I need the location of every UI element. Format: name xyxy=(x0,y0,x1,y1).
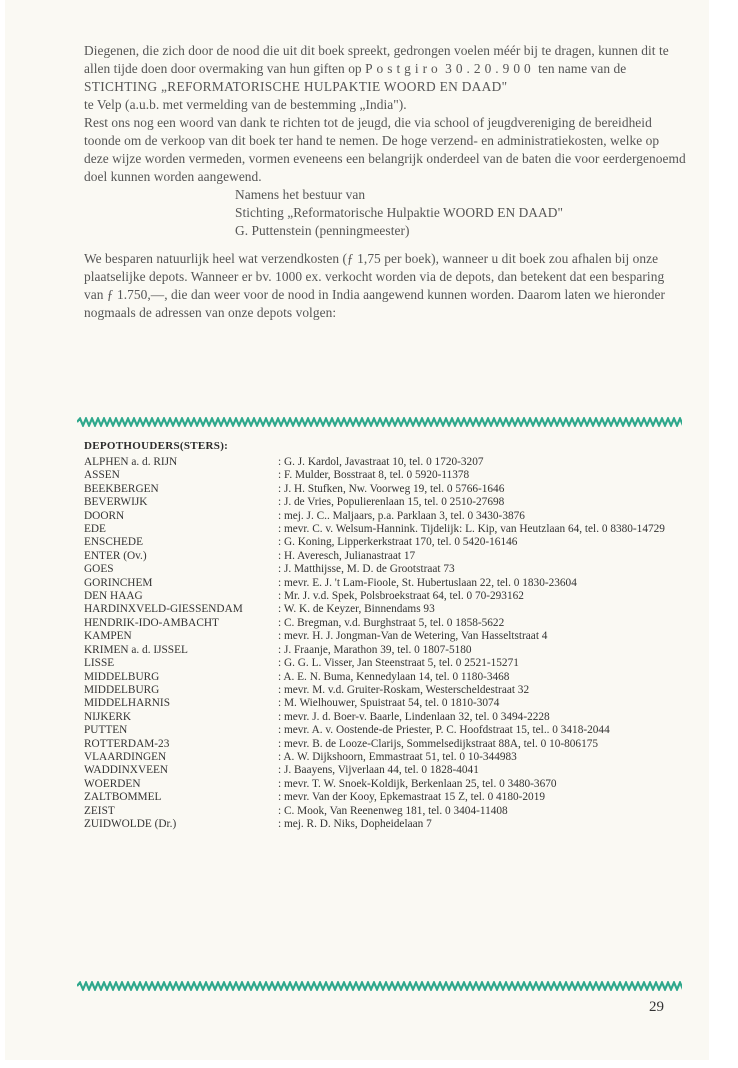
depot-city: MIDDELBURG xyxy=(84,670,160,683)
depot-city: MIDDELHARNIS xyxy=(84,697,170,710)
signature-line-3: G. Puttenstein (penningmeester) xyxy=(235,223,410,239)
depots-list xyxy=(84,456,686,831)
depot-row xyxy=(84,657,686,670)
depot-address: : mevr. A. v. Oostende-de Priester, P. C. Hoofdstraat 15, tel.. 0 3418-2044 xyxy=(278,724,610,737)
depot-city: KRIMEN a. d. IJSSEL xyxy=(84,643,188,656)
depot-address: : mevr. H. J. Jongman-Van de Wetering, Van Hasseltstraat 4 xyxy=(278,630,548,643)
depot-city: BEVERWIJK xyxy=(84,496,148,509)
depot-row xyxy=(84,724,686,737)
depot-row xyxy=(84,483,686,496)
intro-text xyxy=(84,42,686,322)
depot-address: : A. W. Dijkshoorn, Emmastraat 51, tel. 0 10-344983 xyxy=(278,750,517,763)
depot-address: : C. Mook, Van Reenenweg 181, tel. 0 3404-11408 xyxy=(278,804,508,817)
depot-city: ROTTERDAM-23 xyxy=(84,737,170,750)
top-ornament-border xyxy=(77,417,682,427)
depot-row xyxy=(84,671,686,684)
signature-line-2: Stichting „Reformatorische Hulpaktie WOORD EN DAAD" xyxy=(235,205,563,221)
depot-address: : G. G. L. Visser, Jan Steenstraat 5, tel. 0 2521-15271 xyxy=(278,657,519,670)
postgiro-label: Postgiro xyxy=(365,61,442,77)
depot-city: HENDRIK-IDO-AMBACHT xyxy=(84,616,219,629)
depot-city: ZALTBOMMEL xyxy=(84,791,162,804)
depots-paragraph: We besparen natuurlijk heel wat verzendkosten (ƒ 1,75 per boek), wanneer u dit boek zou afhalen bij onze plaatselijke depots. Wanneer er bv. 1000 ex. verkocht worden via de depots, dan betekent dat een besparing van ƒ 1.750,—, die dan weer voor de nood in India aangewend kunnen worden. Daarom laten we hieronder nogmaals de adressen van onze depots volgen: xyxy=(84,250,665,320)
depot-city: GORINCHEM xyxy=(84,576,153,589)
donation-paragraph xyxy=(84,42,686,114)
postgiro-number: 30.20.900 xyxy=(445,61,535,77)
depot-row xyxy=(84,523,686,536)
depot-address: : J. H. Stufken, Nw. Voorweg 19, tel. 0 5766-1646 xyxy=(278,482,505,495)
depot-address: : mevr. E. J. 't Lam-Fioole, St. Hubertuslaan 22, tel. 0 1830-23604 xyxy=(278,576,577,589)
depot-address: : W. K. de Keyzer, Binnendams 93 xyxy=(278,603,435,616)
depot-address: : mevr. M. v.d. Gruiter-Roskam, Westerscheldestraat 32 xyxy=(278,683,530,696)
depot-address: : Mr. J. v.d. Spek, Polsbroekstraat 64, tel. 0 70-293162 xyxy=(278,590,524,603)
signature-line-1: Namens het bestuur van xyxy=(235,187,366,203)
depot-row xyxy=(84,563,686,576)
depot-address: : mevr. C. v. Welsum-Hannink. Tijdelijk: L. Kip, van Heutzlaan 64, tel. 0 8380-14729 xyxy=(278,523,665,536)
depot-address: : mej. R. D. Niks, Dopheidelaan 7 xyxy=(278,817,432,830)
depot-city: WOERDEN xyxy=(84,777,141,790)
depot-row xyxy=(84,751,686,764)
depot-city: ZUIDWOLDE (Dr.) xyxy=(84,817,177,830)
depot-address: : A. E. N. Buma, Kennedylaan 14, tel. 0 1180-3468 xyxy=(278,670,510,683)
depot-city: BEEKBERGEN xyxy=(84,482,159,495)
depot-row xyxy=(84,697,686,710)
book-page xyxy=(5,0,709,1060)
donation-text-recipient: ten name van de xyxy=(538,61,627,77)
depot-row xyxy=(84,684,686,697)
depot-row xyxy=(84,644,686,657)
thanks-paragraph: Rest ons nog een woord van dank te richten tot de jeugd, die via school of jeugdvereniging de bereidheid toonde om de verkoop van dit boek ter hand te nemen. De hoge verzend- en administratiekosten, welke op deze wijze worden vermeden, vormen eveneens een belangrijk onderdeel van de baten die voor eerdergenoemd doel kunnen worden aangewend. xyxy=(84,115,686,185)
depot-address: : J. de Vries, Populierenlaan 15, tel. 0 2510-27698 xyxy=(278,496,505,509)
depot-address: : J. Fraanje, Marathon 39, tel. 0 1807-5180 xyxy=(278,643,472,656)
depot-row xyxy=(84,456,686,469)
depots-heading: DEPOTHOUDERS(STERS): xyxy=(84,440,229,452)
depot-address: : mevr. B. de Looze-Clarijs, Sommelsedijkstraat 88A, tel. 0 10-806175 xyxy=(278,737,599,750)
depot-address: : mevr. J. d. Boer-v. Baarle, Lindenlaan 32, tel. 0 3494-2228 xyxy=(278,710,550,723)
depot-row xyxy=(84,577,686,590)
donation-text-location: te Velp (a.u.b. met vermelding van de bestemming „India"). xyxy=(84,97,407,113)
depot-city: LISSE xyxy=(84,657,115,670)
depot-city: KAMPEN xyxy=(84,630,132,643)
depot-address: : J. Matthijsse, M. D. de Grootstraat 73 xyxy=(278,563,455,576)
depot-address: : M. Wielhouwer, Spuistraat 54, tel. 0 1810-3074 xyxy=(278,697,500,710)
depot-row xyxy=(84,617,686,630)
depot-city: DEN HAAG xyxy=(84,590,143,603)
depot-address: : C. Bregman, v.d. Burghstraat 5, tel. 0 1858-5622 xyxy=(278,616,505,629)
depot-city: HARDINXVELD-GIESSENDAM xyxy=(84,603,243,616)
depot-row xyxy=(84,590,686,603)
depot-address: : J. Baayens, Vijverlaan 44, tel. 0 1828-4041 xyxy=(278,764,479,777)
depot-address: : H. Averesch, Julianastraat 17 xyxy=(278,549,416,562)
depot-address: : F. Mulder, Bosstraat 8, tel. 0 5920-11378 xyxy=(278,469,470,482)
depot-city: MIDDELBURG xyxy=(84,683,160,696)
depot-address: : G. J. Kardol, Javastraat 10, tel. 0 1720-3207 xyxy=(278,456,484,468)
depot-city: ALPHEN a. d. RIJN xyxy=(84,456,178,468)
depot-city: ENSCHEDE xyxy=(84,536,143,549)
depot-address: : G. Koning, Lipperkerkstraat 170, tel. 0 5420-16146 xyxy=(278,536,518,549)
foundation-name: STICHTING „REFORMATORISCHE HULPAKTIE WOORD EN DAAD" xyxy=(84,79,508,95)
depot-address: : mevr. T. W. Snoek-Koldijk, Berkenlaan 25, tel. 0 3480-3670 xyxy=(278,777,557,790)
depot-row xyxy=(84,738,686,751)
depot-row xyxy=(84,496,686,509)
depot-row xyxy=(84,805,686,818)
depot-city: ASSEN xyxy=(84,469,120,482)
depot-row xyxy=(84,818,686,831)
depot-row xyxy=(84,764,686,777)
depot-row xyxy=(84,778,686,791)
page-number: 29 xyxy=(649,999,664,1015)
depot-city: WADDINXVEEN xyxy=(84,764,169,777)
depot-city: PUTTEN xyxy=(84,724,128,737)
bottom-ornament-border xyxy=(77,981,682,991)
donation-text: Diegenen, die zich door de nood die uit dit boek spreekt, gedrongen voelen méér bij te dragen, kunnen dit te allen tijde doen door overmaking van hun giften op xyxy=(84,43,669,77)
depot-city: EDE xyxy=(84,523,106,536)
depot-row xyxy=(84,791,686,804)
depot-address: : mevr. Van der Kooy, Epkemastraat 15 Z, tel. 0 4180-2019 xyxy=(278,791,545,804)
depot-row xyxy=(84,469,686,482)
depot-row xyxy=(84,630,686,643)
depot-row xyxy=(84,603,686,616)
depot-row xyxy=(84,536,686,549)
depot-address: : mej. J. C.. Maljaars, p.a. Parklaan 3, tel. 0 3430-3876 xyxy=(278,509,525,522)
depot-row xyxy=(84,550,686,563)
depot-city: GOES xyxy=(84,563,114,576)
depot-row xyxy=(84,711,686,724)
depot-city: DOORN xyxy=(84,509,125,522)
depot-row xyxy=(84,510,686,523)
depot-city: NIJKERK xyxy=(84,710,132,723)
depot-city: VLAARDINGEN xyxy=(84,750,167,763)
depot-city: ZEIST xyxy=(84,804,115,817)
depot-city: ENTER (Ov.) xyxy=(84,549,147,562)
